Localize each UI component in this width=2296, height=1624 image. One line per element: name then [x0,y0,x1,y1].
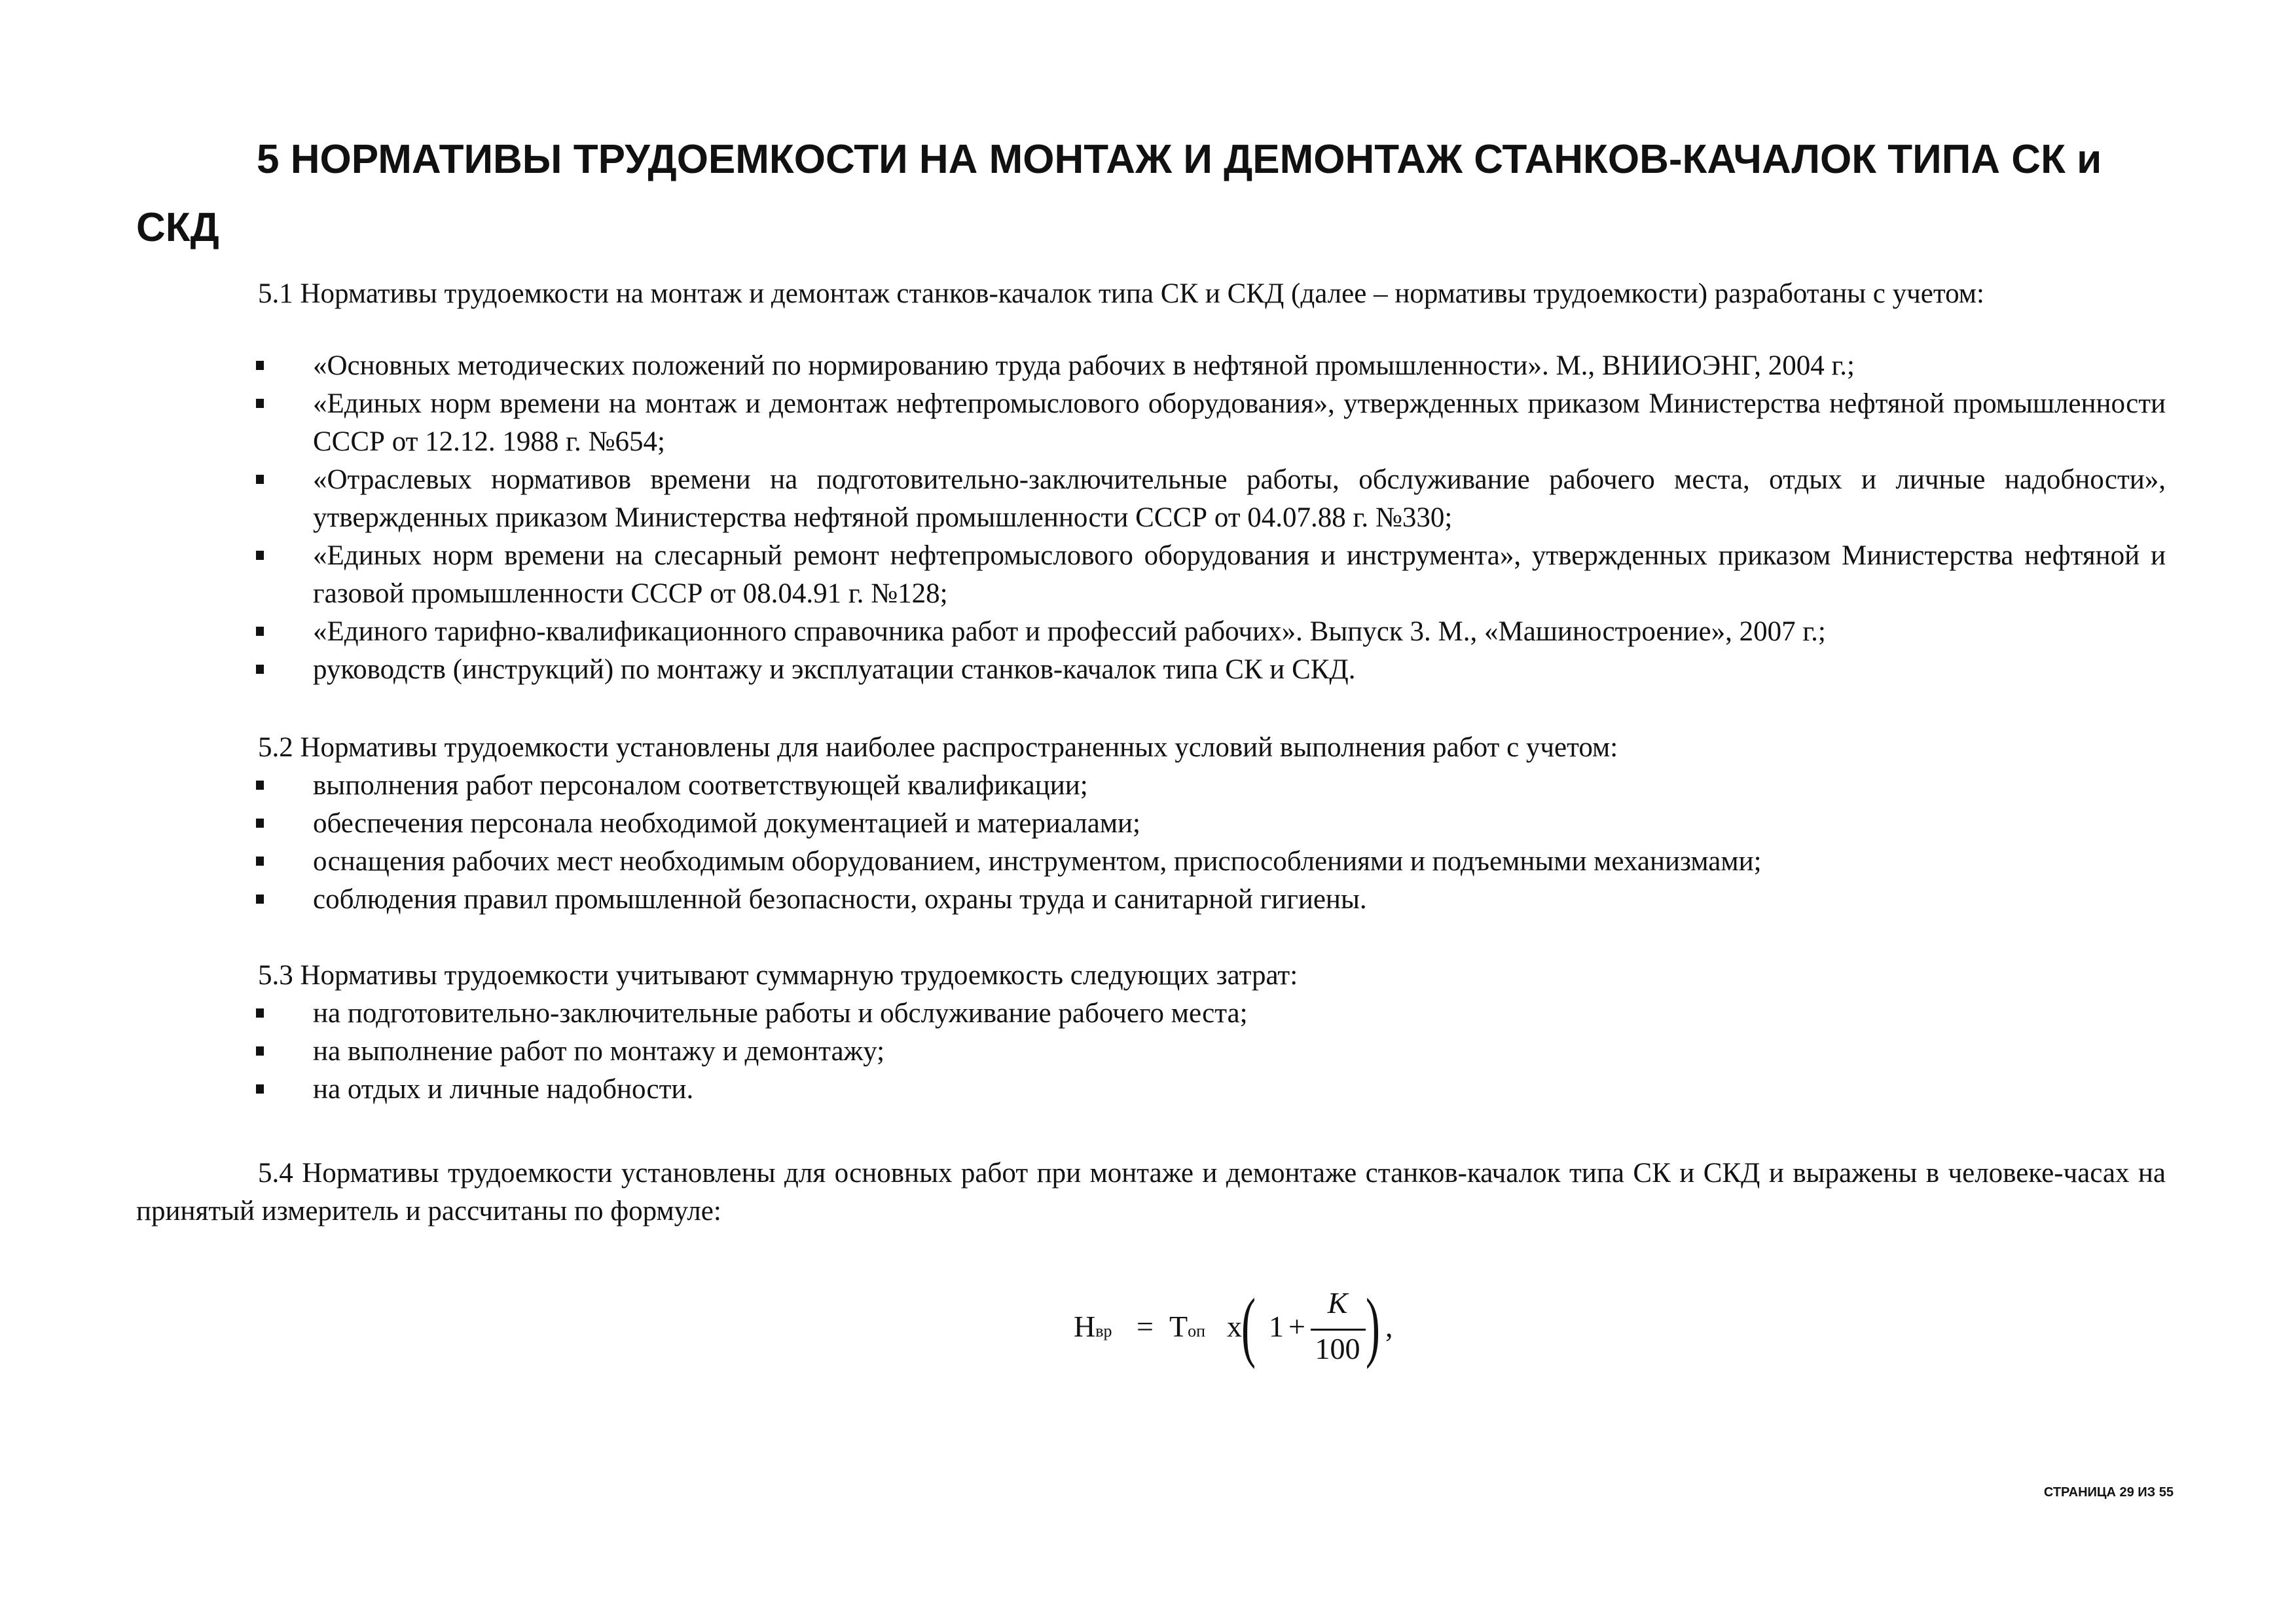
list-item: обеспечения персонала необходимой документацией и материалами; [313,805,2166,843]
formula [1066,1282,1393,1378]
list-item: выполнения работ персоналом соответствующей квалификации; [313,767,2166,805]
bullet-icon [256,1084,264,1094]
formula-plus: + [1288,1310,1305,1343]
list-item: оснащения рабочих мест необходимым оборудованием, инструментом, приспособлениями и подъемными механизмами; [313,843,2166,881]
section-5-2-text: 5.2 Нормативы трудоемкости установлены для наиболее распространенных условий выполнения работ с учетом: [258,732,1618,763]
section-5-1-text: 5.1 Нормативы трудоемкости на монтаж и демонтаж станков-качалок типа СК и СКД (далее – нормативы трудоемкости) разработаны с учетом: [258,278,1984,309]
bullet-icon [256,781,264,790]
bullet-icon [256,1008,264,1018]
formula-comma: , [1385,1310,1393,1343]
formula-numerator: К [1327,1286,1348,1320]
section-5-3-text: 5.3 Нормативы трудоемкости учитывают суммарную трудоемкость следующих затрат: [258,960,1298,991]
list-item: «Единых норм времени на слесарный ремонт нефтепромыслового оборудования и инструмента», утвержденных приказом Министерства нефтяной и газовой промышленности СССР от 08.04.91 г. №128; [313,537,2166,613]
formula-equals: = [1137,1310,1154,1343]
page-number: СТРАНИЦА 29 ИЗ 55 [2043,1485,2174,1500]
formula-t: Топ [1169,1310,1206,1343]
bullet-icon [256,627,264,636]
page-title: 5 НОРМАТИВЫ ТРУДОЕМКОСТИ НА МОНТАЖ И ДЕМОНТАЖ СТАНКОВ-КАЧАЛОК ТИПА СК и СКД [136,137,2102,250]
formula-times: x [1227,1310,1242,1343]
bullet-icon [256,895,264,904]
bullet-icon [256,475,264,484]
formula-denominator: 100 [1315,1332,1360,1365]
list-item: «Основных методических положений по нормированию труда рабочих в нефтяной промышленности». М., ВНИИОЭНГ, 2004 г.; [313,347,2166,385]
formula-lhs: Нвр [1074,1310,1112,1343]
list-item: на отдых и личные надобности. [313,1071,2166,1109]
list-item: «Единых норм времени на монтаж и демонтаж нефтепромыслового оборудования», утвержденных приказом Министерства нефтяной промышленности СССР от 12.12. 1988 г. №654; [313,385,2166,461]
list-item: соблюдения правил промышленной безопасности, охраны труда и санитарной гигиены. [313,881,2166,919]
formula-left-paren: ( [1241,1282,1256,1369]
section-5-4-text: 5.4 Нормативы трудоемкости установлены для основных работ при монтаже и демонтаже станков-качалок типа СК и СКД и выражены в человеке-часах на принятый измеритель и рассчитаны по формуле: [136,1158,2166,1227]
fraction-bar [1311,1329,1366,1331]
bullet-icon [256,361,264,370]
list-item: «Отраслевых нормативов времени на подготовительно-заключительные работы, обслуживание рабочего места, отдых и личные надобности», утвержденных приказом Министерства нефтяной промышленности СССР от 04.07.88 г. №330; [313,461,2166,537]
bullet-icon [256,819,264,828]
bullet-icon [256,665,264,674]
bullet-icon [256,1046,264,1056]
list-item: руководств (инструкций) по монтажу и эксплуатации станков-качалок типа СК и СКД. [313,651,2166,689]
bullet-icon [256,399,264,408]
list-item: на выполнение работ по монтажу и демонтажу; [313,1033,2166,1071]
list-item: на подготовительно-заключительные работы и обслуживание рабочего места; [313,995,2166,1033]
formula-right-paren: ) [1366,1282,1380,1369]
section-5-1-list [0,347,2296,689]
section-5-2-list [0,767,2296,919]
formula-one: 1 [1269,1310,1284,1343]
bullet-icon [256,551,264,560]
section-5-3-list [0,995,2296,1109]
bullet-icon [256,857,264,866]
list-item: «Единого тарифно-квалификационного справочника работ и профессий рабочих». Выпуск 3. М., «Машиностроение», 2007 г.; [313,613,2166,651]
